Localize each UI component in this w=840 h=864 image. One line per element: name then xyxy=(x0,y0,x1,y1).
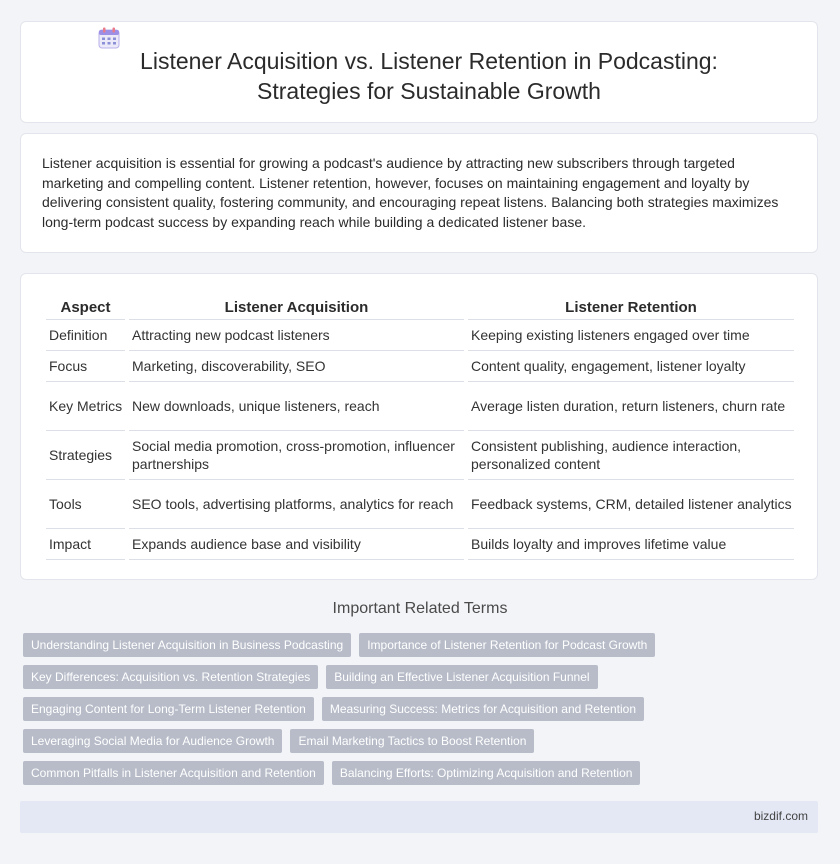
row-aspect: Definition xyxy=(46,320,125,351)
footer xyxy=(20,801,818,833)
table-row xyxy=(46,431,794,480)
row-acquisition: New downloads, unique listeners, reach xyxy=(129,382,464,431)
related-term-tag[interactable]: Email Marketing Tactics to Boost Retention xyxy=(290,729,534,753)
related-term-tag[interactable]: Common Pitfalls in Listener Acquisition and Retention xyxy=(23,761,324,785)
related-term-tag[interactable]: Key Differences: Acquisition vs. Retention Strategies xyxy=(23,665,318,689)
row-retention: Content quality, engagement, listener loyalty xyxy=(468,351,794,382)
related-term-tag[interactable]: Importance of Listener Retention for Podcast Growth xyxy=(359,633,655,657)
header-retention: Listener Retention xyxy=(468,295,794,320)
comparison-card xyxy=(20,273,818,580)
row-aspect: Strategies xyxy=(46,431,125,480)
table-row xyxy=(46,351,794,382)
related-term-tag[interactable]: Understanding Listener Acquisition in Business Podcasting xyxy=(23,633,351,657)
row-acquisition: Expands audience base and visibility xyxy=(129,529,464,560)
row-retention: Average listen duration, return listeners, churn rate xyxy=(468,382,794,431)
row-aspect: Key Metrics xyxy=(46,382,125,431)
table-row xyxy=(46,529,794,560)
row-retention: Keeping existing listeners engaged over time xyxy=(468,320,794,351)
row-aspect: Tools xyxy=(46,480,125,529)
row-retention: Consistent publishing, audience interaction, personalized content xyxy=(468,431,794,480)
row-acquisition: Social media promotion, cross-promotion, influencer partnerships xyxy=(129,431,464,480)
row-retention: Builds loyalty and improves lifetime value xyxy=(468,529,794,560)
table-header-row xyxy=(46,295,794,320)
related-term-tag[interactable]: Building an Effective Listener Acquisition Funnel xyxy=(326,665,597,689)
table-row xyxy=(46,480,794,529)
page-title: Listener Acquisition vs. Listener Retention in Podcasting: Strategies for Sustainable Growth xyxy=(140,48,718,104)
related-term-tag[interactable]: Leveraging Social Media for Audience Growth xyxy=(23,729,282,753)
related-term-tag[interactable]: Balancing Efforts: Optimizing Acquisition and Retention xyxy=(332,761,641,785)
row-acquisition: Attracting new podcast listeners xyxy=(129,320,464,351)
related-term-tag[interactable]: Measuring Success: Metrics for Acquisition and Retention xyxy=(322,697,644,721)
header-acquisition: Listener Acquisition xyxy=(129,295,464,320)
table-row xyxy=(46,382,794,431)
row-aspect: Focus xyxy=(46,351,125,382)
header-aspect: Aspect xyxy=(46,295,125,320)
table-row xyxy=(46,320,794,351)
footer-site-link[interactable]: bizdif.com xyxy=(753,809,808,823)
related-terms-title: Important Related Terms xyxy=(332,600,508,617)
row-aspect: Impact xyxy=(46,529,125,560)
related-term-tag[interactable]: Engaging Content for Long-Term Listener Retention xyxy=(23,697,314,721)
row-retention: Feedback systems, CRM, detailed listener analytics xyxy=(468,480,794,529)
row-acquisition: SEO tools, advertising platforms, analytics for reach xyxy=(129,480,464,529)
comparison-table xyxy=(42,295,798,560)
intro-card xyxy=(20,133,818,253)
row-acquisition: Marketing, discoverability, SEO xyxy=(129,351,464,382)
title-card xyxy=(20,21,818,123)
related-terms-list xyxy=(23,633,823,793)
intro-paragraph: Listener acquisition is essential for growing a podcast's audience by attracting new subscribers through targeted marketing and compelling content. Listener retention, however, focuses on maintaining engagement and loyalty by delivering consistent quality, fostering community, and encouraging repeat listens. Balancing both strategies maximizes long-term podcast success by expanding reach while building a dedicated listener base. xyxy=(42,155,779,230)
